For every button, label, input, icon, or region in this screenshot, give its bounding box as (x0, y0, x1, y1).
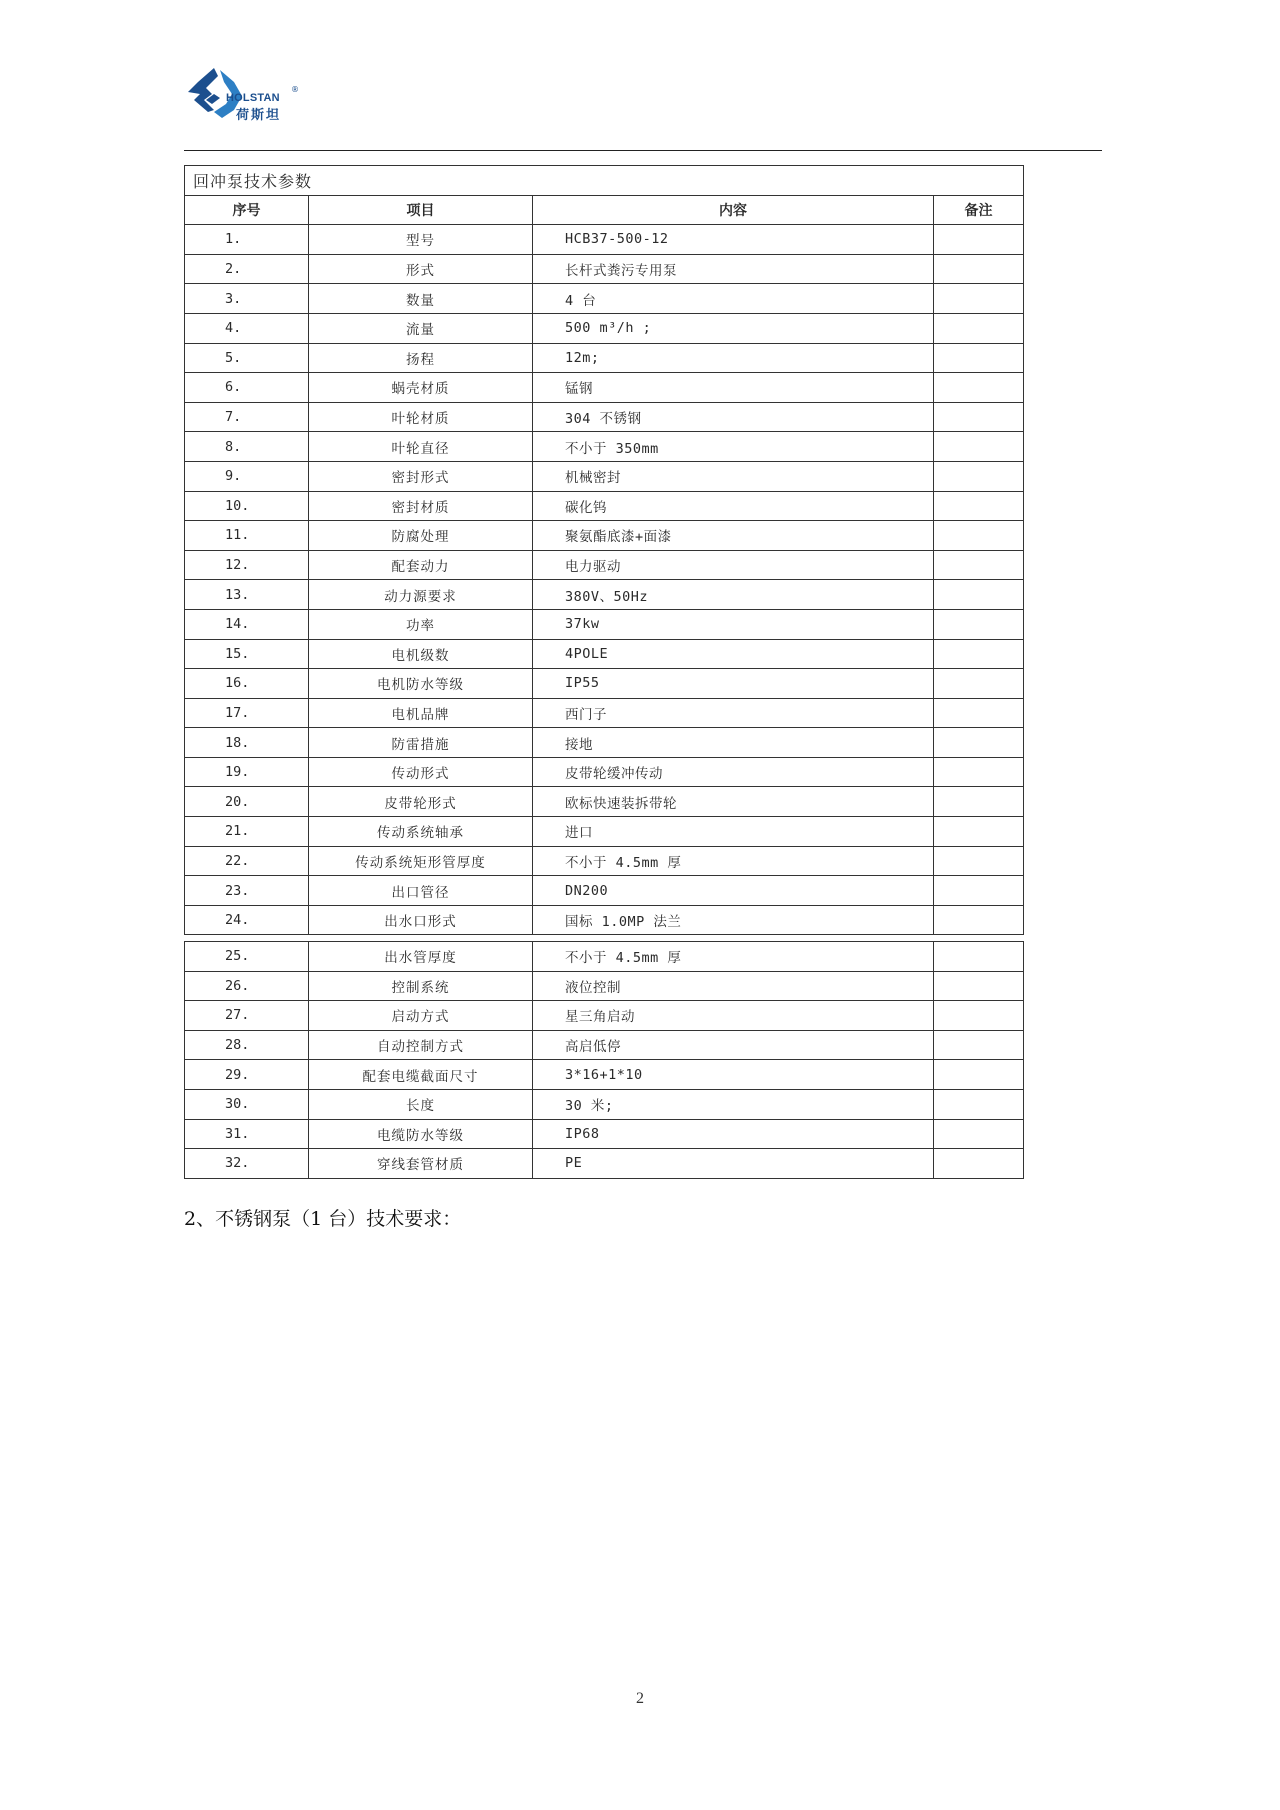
row-index: 10. (185, 491, 309, 521)
row-index: 14. (185, 609, 309, 639)
row-note (934, 639, 1024, 669)
column-header-content: 内容 (533, 195, 934, 225)
row-item: 电机品牌 (309, 698, 533, 728)
row-value: 37kw (533, 609, 934, 639)
row-index: 5. (185, 343, 309, 373)
table-row (185, 1119, 1024, 1149)
row-note (934, 698, 1024, 728)
row-note (934, 876, 1024, 906)
table-row (185, 1060, 1024, 1090)
row-index: 28. (185, 1030, 309, 1060)
row-index: 23. (185, 876, 309, 906)
logo-registered-mark: ® (291, 85, 299, 94)
row-note (934, 254, 1024, 284)
row-item: 防雷措施 (309, 728, 533, 758)
row-value: IP55 (533, 669, 934, 699)
row-note (934, 1060, 1024, 1090)
row-value: 不小于 350mm (533, 432, 934, 462)
row-value: PE (533, 1149, 934, 1179)
row-item: 电缆防水等级 (309, 1119, 533, 1149)
row-value: 12m; (533, 343, 934, 373)
table-row (185, 521, 1024, 551)
row-item: 蜗壳材质 (309, 373, 533, 403)
row-item: 穿线套管材质 (309, 1149, 533, 1179)
row-index: 30. (185, 1089, 309, 1119)
row-index: 25. (185, 942, 309, 972)
row-value: 500 m³/h ; (533, 313, 934, 343)
row-value: 304 不锈钢 (533, 402, 934, 432)
row-item: 扬程 (309, 343, 533, 373)
row-item: 密封形式 (309, 461, 533, 491)
row-note (934, 609, 1024, 639)
row-index: 7. (185, 402, 309, 432)
row-note (934, 313, 1024, 343)
row-value: 国标 1.0MP 法兰 (533, 905, 934, 935)
row-index: 3. (185, 284, 309, 314)
column-header-index: 序号 (185, 195, 309, 225)
row-item: 出口管径 (309, 876, 533, 906)
row-index: 27. (185, 1001, 309, 1031)
row-value: 接地 (533, 728, 934, 758)
column-header-note: 备注 (934, 195, 1024, 225)
row-note (934, 284, 1024, 314)
table-row (185, 817, 1024, 847)
row-note (934, 942, 1024, 972)
table-caption: 回冲泵技术参数 (185, 166, 1024, 196)
row-item: 长度 (309, 1089, 533, 1119)
table-header-row (185, 195, 1024, 225)
row-value: 4POLE (533, 639, 934, 669)
row-index: 17. (185, 698, 309, 728)
row-index: 31. (185, 1119, 309, 1149)
row-note (934, 343, 1024, 373)
row-note (934, 402, 1024, 432)
row-index: 11. (185, 521, 309, 551)
row-item: 配套动力 (309, 550, 533, 580)
spec-table-part2 (184, 941, 1024, 1179)
row-index: 12. (185, 550, 309, 580)
row-value: 聚氨酯底漆+面漆 (533, 521, 934, 551)
row-index: 15. (185, 639, 309, 669)
row-note (934, 1001, 1024, 1031)
row-value: 30 米; (533, 1089, 934, 1119)
table-row (185, 461, 1024, 491)
row-index: 8. (185, 432, 309, 462)
table-row (185, 225, 1024, 255)
row-value: 3*16+1*10 (533, 1060, 934, 1090)
table-row (185, 1149, 1024, 1179)
table-row (185, 876, 1024, 906)
row-item: 出水口形式 (309, 905, 533, 935)
row-item: 防腐处理 (309, 521, 533, 551)
row-index: 9. (185, 461, 309, 491)
row-value: 机械密封 (533, 461, 934, 491)
row-index: 1. (185, 225, 309, 255)
row-item: 叶轮材质 (309, 402, 533, 432)
section-heading: 2、不锈钢泵（1 台）技术要求： (184, 1208, 462, 1230)
row-item: 叶轮直径 (309, 432, 533, 462)
table-row (185, 905, 1024, 935)
table-row (185, 491, 1024, 521)
spec-table-part1 (184, 165, 1024, 935)
row-value: 皮带轮缓冲传动 (533, 757, 934, 787)
row-index: 29. (185, 1060, 309, 1090)
table-row (185, 373, 1024, 403)
row-item: 皮带轮形式 (309, 787, 533, 817)
table-row (185, 1001, 1024, 1031)
row-item: 传动形式 (309, 757, 533, 787)
row-index: 2. (185, 254, 309, 284)
row-index: 26. (185, 971, 309, 1001)
row-value: 锰钢 (533, 373, 934, 403)
logo-text-en: HOLSTAN (226, 92, 280, 104)
row-index: 22. (185, 846, 309, 876)
row-value: 星三角启动 (533, 1001, 934, 1031)
table-row (185, 313, 1024, 343)
row-note (934, 757, 1024, 787)
row-value: IP68 (533, 1119, 934, 1149)
row-index: 6. (185, 373, 309, 403)
row-index: 20. (185, 787, 309, 817)
row-item: 控制系统 (309, 971, 533, 1001)
table-row (185, 639, 1024, 669)
row-item: 自动控制方式 (309, 1030, 533, 1060)
row-value: 高启低停 (533, 1030, 934, 1060)
row-index: 18. (185, 728, 309, 758)
row-item: 传动系统矩形管厚度 (309, 846, 533, 876)
row-index: 21. (185, 817, 309, 847)
row-index: 19. (185, 757, 309, 787)
row-value: 电力驱动 (533, 550, 934, 580)
row-item: 功率 (309, 609, 533, 639)
row-item: 电机防水等级 (309, 669, 533, 699)
row-item: 密封材质 (309, 491, 533, 521)
row-value: 欧标快速装拆带轮 (533, 787, 934, 817)
table-row (185, 698, 1024, 728)
row-note (934, 728, 1024, 758)
row-value: 液位控制 (533, 971, 934, 1001)
row-index: 4. (185, 313, 309, 343)
row-note (934, 1030, 1024, 1060)
row-item: 型号 (309, 225, 533, 255)
row-value: HCB37-500-12 (533, 225, 934, 255)
row-item: 流量 (309, 313, 533, 343)
row-item: 传动系统轴承 (309, 817, 533, 847)
row-value: 380V、50Hz (533, 580, 934, 610)
logo-text-cn: 荷斯坦 (236, 108, 282, 123)
row-item: 数量 (309, 284, 533, 314)
row-note (934, 1089, 1024, 1119)
row-value: 不小于 4.5mm 厚 (533, 846, 934, 876)
table-row (185, 1089, 1024, 1119)
row-note (934, 817, 1024, 847)
row-index: 16. (185, 669, 309, 699)
table-row (185, 669, 1024, 699)
table-row (185, 787, 1024, 817)
row-note (934, 432, 1024, 462)
row-index: 32. (185, 1149, 309, 1179)
row-value: 碳化钨 (533, 491, 934, 521)
row-note (934, 1119, 1024, 1149)
table-row (185, 609, 1024, 639)
row-value: 西门子 (533, 698, 934, 728)
page-number: 2 (636, 1690, 644, 1707)
row-item: 启动方式 (309, 1001, 533, 1031)
row-item: 配套电缆截面尺寸 (309, 1060, 533, 1090)
table-row (185, 971, 1024, 1001)
row-note (934, 971, 1024, 1001)
table-row (185, 580, 1024, 610)
table-row (185, 343, 1024, 373)
table-row (185, 728, 1024, 758)
row-note (934, 1149, 1024, 1179)
table-row (185, 757, 1024, 787)
row-value: 4 台 (533, 284, 934, 314)
row-note (934, 521, 1024, 551)
row-item: 动力源要求 (309, 580, 533, 610)
table-caption-row (185, 166, 1024, 196)
table-row (185, 942, 1024, 972)
row-index: 24. (185, 905, 309, 935)
table-row (185, 550, 1024, 580)
row-note (934, 580, 1024, 610)
row-value: 长杆式粪污专用泵 (533, 254, 934, 284)
row-value: 不小于 4.5mm 厚 (533, 942, 934, 972)
row-note (934, 669, 1024, 699)
row-item: 出水管厚度 (309, 942, 533, 972)
row-note (934, 491, 1024, 521)
row-item: 电机级数 (309, 639, 533, 669)
row-note (934, 225, 1024, 255)
table-row (185, 254, 1024, 284)
row-value: 进口 (533, 817, 934, 847)
row-note (934, 787, 1024, 817)
row-value: DN200 (533, 876, 934, 906)
row-index: 13. (185, 580, 309, 610)
row-note (934, 846, 1024, 876)
table-row (185, 402, 1024, 432)
table-row (185, 284, 1024, 314)
row-item: 形式 (309, 254, 533, 284)
row-note (934, 461, 1024, 491)
table-row (185, 846, 1024, 876)
row-note (934, 550, 1024, 580)
row-note (934, 373, 1024, 403)
header-divider (184, 150, 1102, 151)
table-row (185, 432, 1024, 462)
row-note (934, 905, 1024, 935)
table-row (185, 1030, 1024, 1060)
column-header-item: 项目 (309, 195, 533, 225)
